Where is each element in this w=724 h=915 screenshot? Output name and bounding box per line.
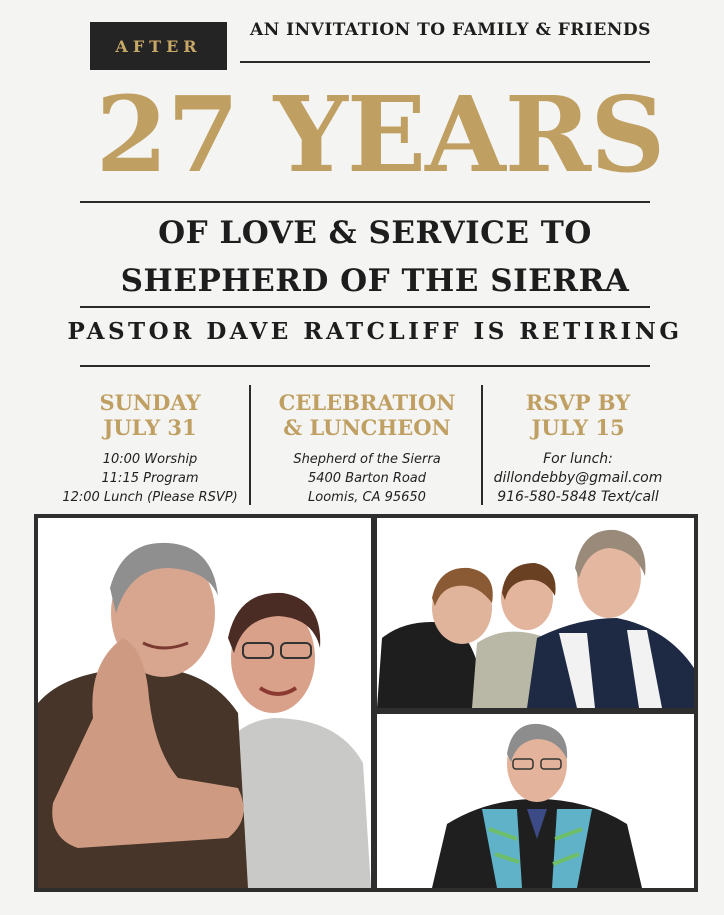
- title-divider-bottom: [80, 365, 650, 367]
- rsvp-email[interactable]: dillondebby@gmail.com: [493, 470, 663, 486]
- header-divider: [240, 61, 650, 63]
- venue-column: [258, 390, 476, 507]
- date-column: [60, 390, 240, 507]
- invitation-line: AN INVITATION TO FAMILY & FRIENDS: [250, 20, 651, 40]
- date-heading: [60, 390, 240, 440]
- venue-heading-line-1: CELEBRATION: [278, 390, 456, 415]
- schedule-list: [60, 450, 240, 507]
- rsvp-phone[interactable]: 916-580-5848 Text/call: [497, 489, 659, 505]
- rsvp-contact: [478, 450, 678, 507]
- pastor-with-sons-photo: [377, 518, 694, 708]
- title-divider-middle: [80, 306, 650, 308]
- column-divider-1: [249, 385, 251, 505]
- venue-name: Shepherd of the Sierra: [293, 452, 441, 467]
- rsvp-heading-line-1: RSVP BY: [525, 390, 631, 415]
- rsvp-column: [478, 390, 678, 507]
- rsvp-heading-line-2: JULY 15: [531, 415, 625, 440]
- rsvp-for-lunch: For lunch:: [543, 451, 613, 467]
- couple-photo: [38, 518, 371, 888]
- title-divider-top: [80, 201, 650, 203]
- venue-city: Loomis, CA 95650: [308, 490, 426, 505]
- subtitle-line-1: OF LOVE & SERVICE TO: [158, 215, 592, 251]
- date-heading-line-2: JULY 31: [103, 415, 197, 440]
- subtitle-line-2: SHEPHERD OF THE SIERRA: [120, 263, 630, 299]
- date-heading-line-1: SUNDAY: [99, 390, 201, 415]
- schedule-worship: 10:00 Worship: [102, 452, 198, 467]
- venue-heading-line-2: & LUNCHEON: [283, 415, 451, 440]
- schedule-lunch: 12:00 Lunch (Please RSVP): [62, 490, 238, 505]
- after-badge: [90, 22, 227, 70]
- retirement-announcement: PASTOR DAVE RATCLIFF IS RETIRING: [67, 318, 683, 345]
- photo-collage: [34, 514, 698, 892]
- rsvp-heading: [478, 390, 678, 440]
- years-title: 27 YEARS: [95, 73, 665, 196]
- schedule-program: 11:15 Program: [101, 471, 199, 486]
- venue-address: [258, 450, 476, 507]
- after-badge-label: AFTER: [115, 36, 202, 56]
- venue-street: 5400 Barton Road: [307, 471, 427, 486]
- pastor-in-stole-photo: [377, 714, 694, 888]
- venue-heading: [258, 390, 476, 440]
